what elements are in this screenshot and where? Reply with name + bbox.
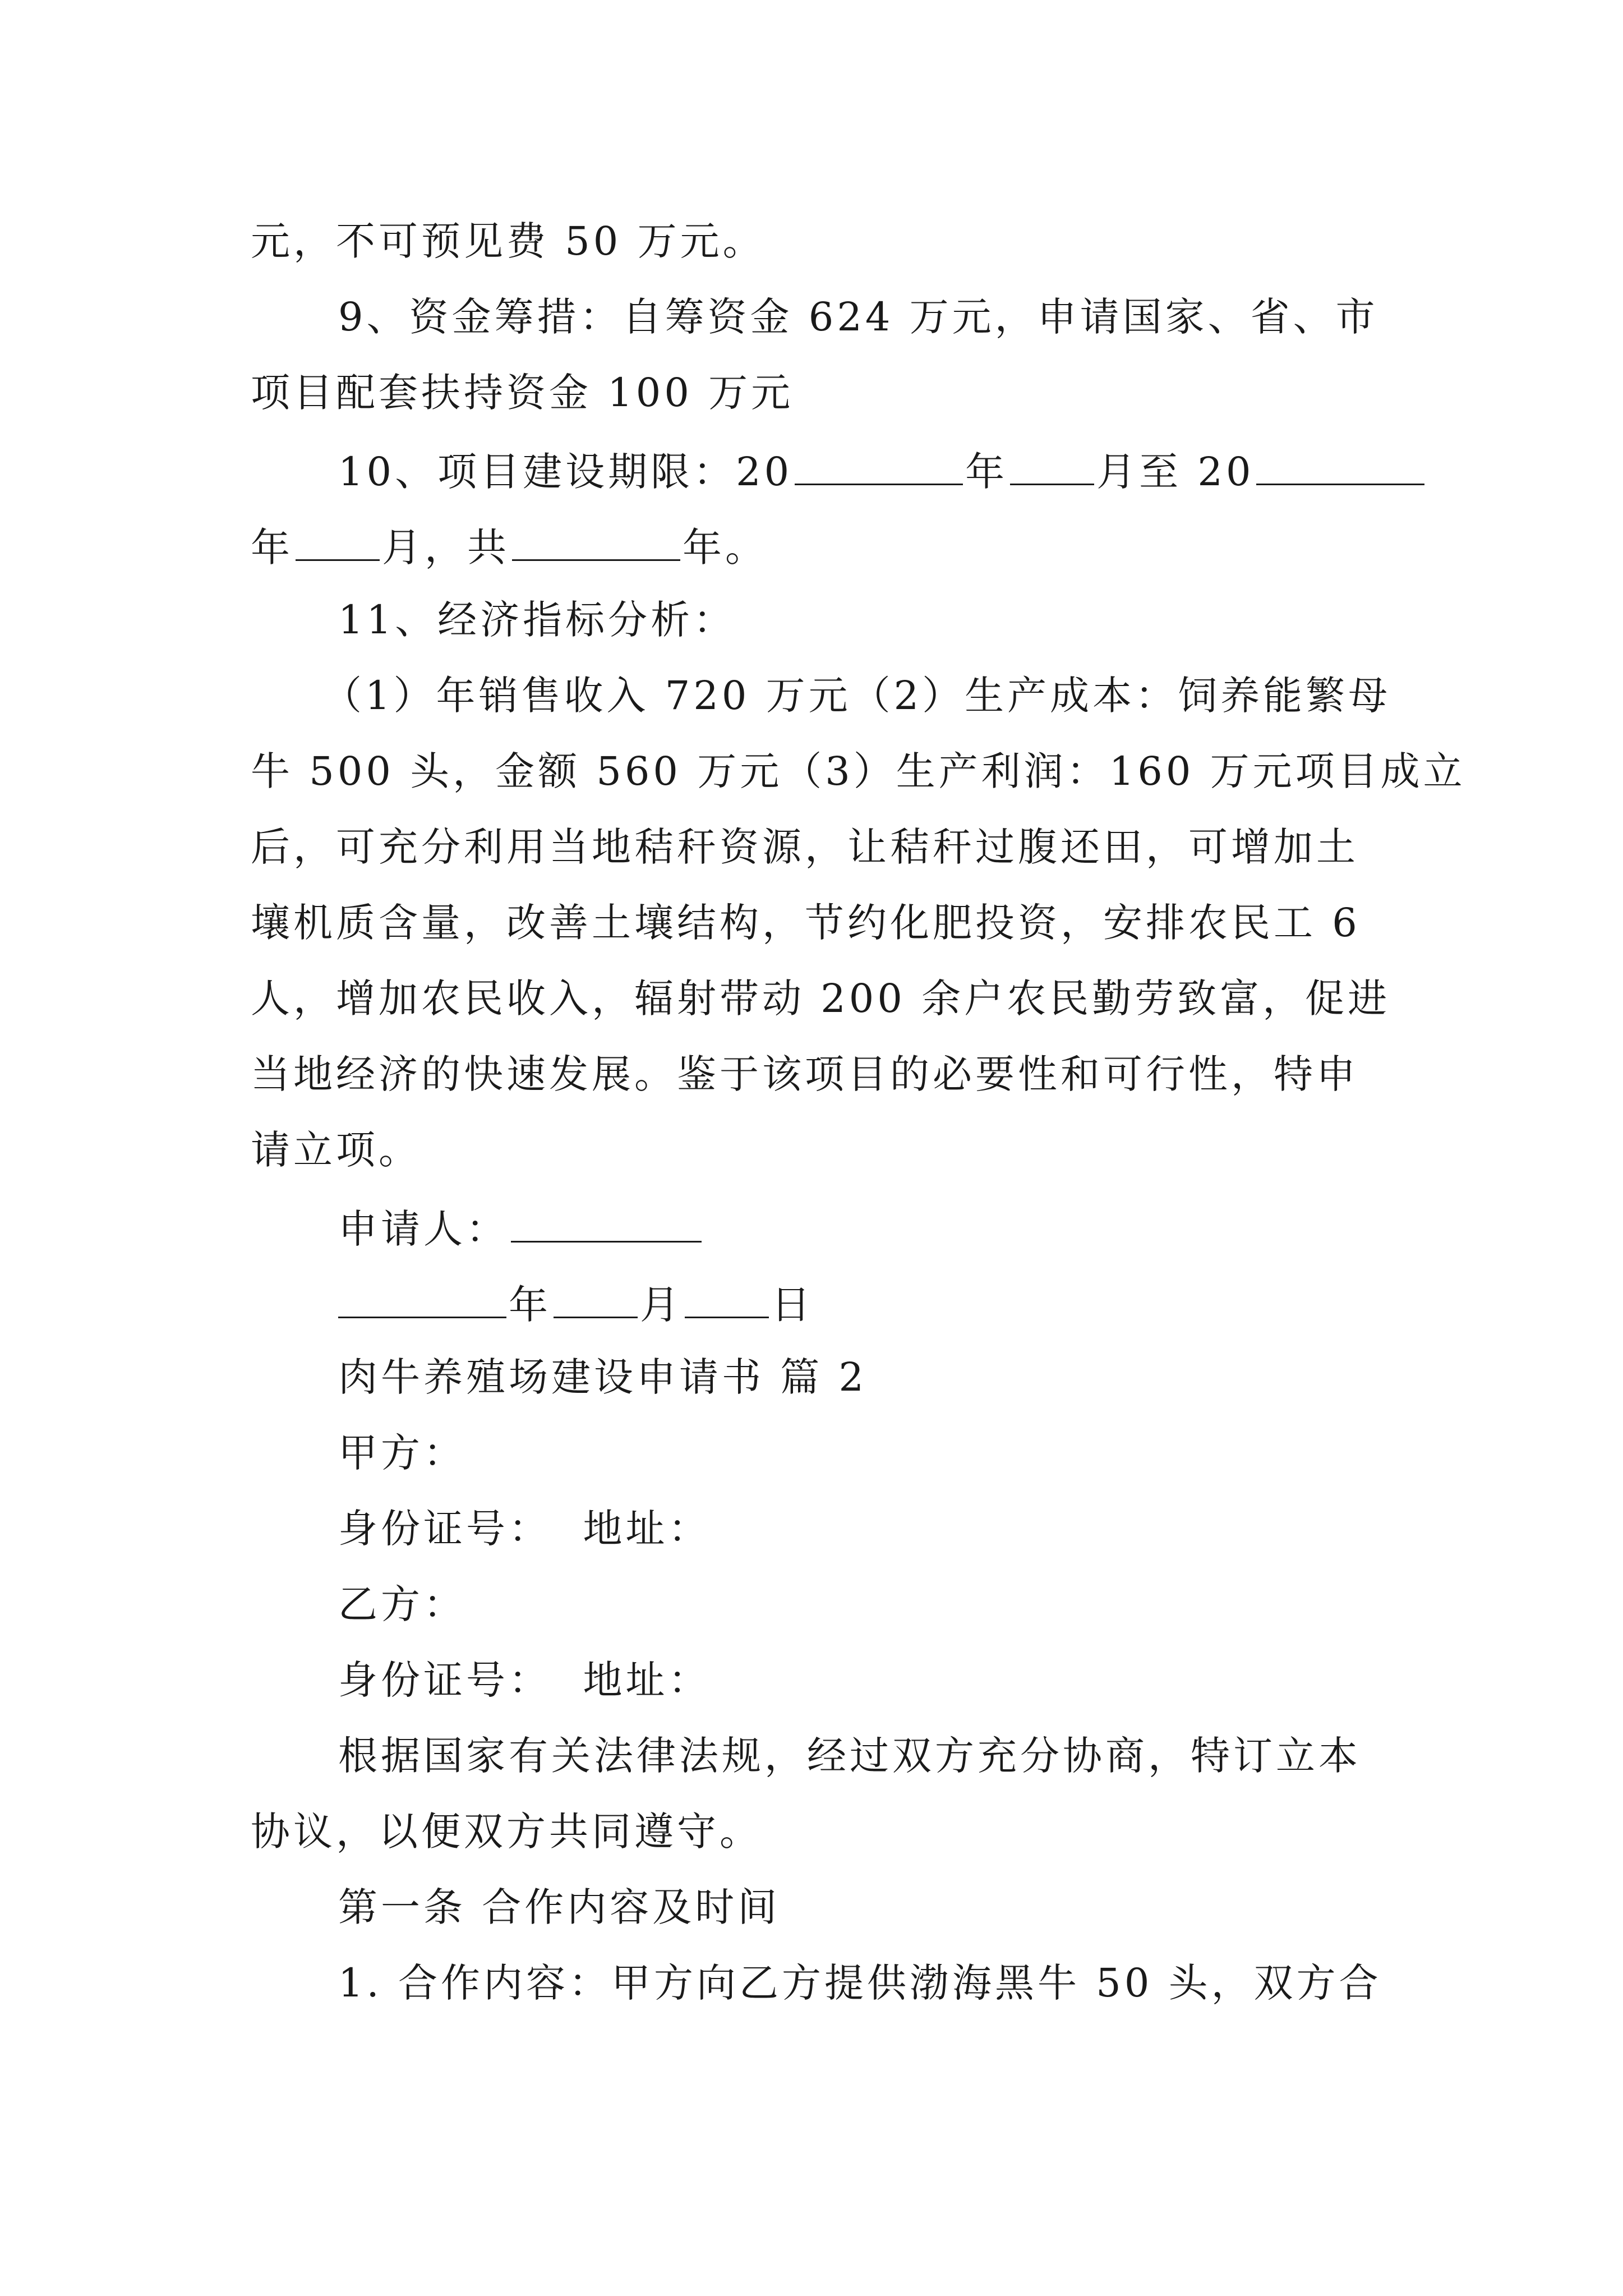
- blank-field: [554, 1282, 638, 1318]
- text-line: 牛 500 头，金额 560 万元（3）生产利润：160 万元项目成立: [251, 748, 1466, 794]
- text-span: 月至 20: [1096, 449, 1255, 495]
- text-line: 壤机质含量，改善土壤结构，节约化肥投资，安排农民工 6: [251, 900, 1361, 946]
- date-line: [338, 1282, 814, 1328]
- text-line: 协议，以便双方共同遵守。: [251, 1809, 762, 1855]
- construction-period-line-2: [251, 524, 768, 570]
- text-line: 乙方：: [338, 1581, 466, 1627]
- text-line: 1. 合作内容：甲方向乙方提供渤海黑牛 50 头，双方合: [338, 1960, 1382, 2006]
- text-line: 人，增加农民收入，辐射带动 200 余户农民勤劳致富，促进: [251, 976, 1391, 1022]
- text-span: 年。: [683, 524, 768, 570]
- text-line: 身份证号： 地址：: [338, 1506, 711, 1552]
- section-heading: 肉牛养殖场建设申请书 篇 2: [338, 1354, 868, 1400]
- text-line: 后，可充分利用当地秸秆资源，让秸秆过腹还田，可增加土: [251, 824, 1359, 870]
- blank-field: [1256, 449, 1424, 485]
- article-heading: 第一条 合作内容及时间: [338, 1884, 781, 1930]
- text-span: 月，共: [382, 524, 510, 570]
- construction-period-line: [338, 449, 1427, 495]
- applicant-label: 申请人：: [338, 1206, 509, 1252]
- text-span: 年: [251, 524, 293, 570]
- blank-field: [296, 524, 380, 561]
- text-line: 元，不可预见费 50 万元。: [251, 218, 766, 264]
- applicant-line: [338, 1206, 704, 1252]
- text-line: 身份证号： 地址：: [338, 1657, 711, 1703]
- text-span: 年: [509, 1282, 551, 1328]
- blank-field: [338, 1282, 506, 1318]
- text-line: （1）年销售收入 720 万元（2）生产成本：饲养能繁母: [322, 673, 1391, 719]
- text-span: 月: [640, 1282, 683, 1328]
- blank-field: [795, 449, 963, 485]
- text-span: 日: [771, 1282, 814, 1328]
- text-span: 10、项目建设期限：20: [338, 449, 793, 495]
- applicant-blank: [511, 1206, 702, 1243]
- text-line: 9、资金筹措：自筹资金 624 万元，申请国家、省、市: [338, 294, 1378, 340]
- text-line: 当地经济的快速发展。鉴于该项目的必要性和可行性，特申: [251, 1051, 1359, 1097]
- blank-field: [1010, 449, 1094, 485]
- text-span: 年: [965, 449, 1008, 495]
- blank-field: [685, 1282, 769, 1318]
- text-line: 根据国家有关法律法规，经过双方充分协商，特订立本: [338, 1733, 1361, 1779]
- blank-field: [512, 524, 680, 561]
- text-line: 11、经济指标分析：: [338, 597, 736, 643]
- text-line: 甲方：: [338, 1430, 466, 1476]
- text-line: 请立项。: [251, 1127, 421, 1173]
- text-line: 项目配套扶持资金 100 万元: [251, 370, 794, 416]
